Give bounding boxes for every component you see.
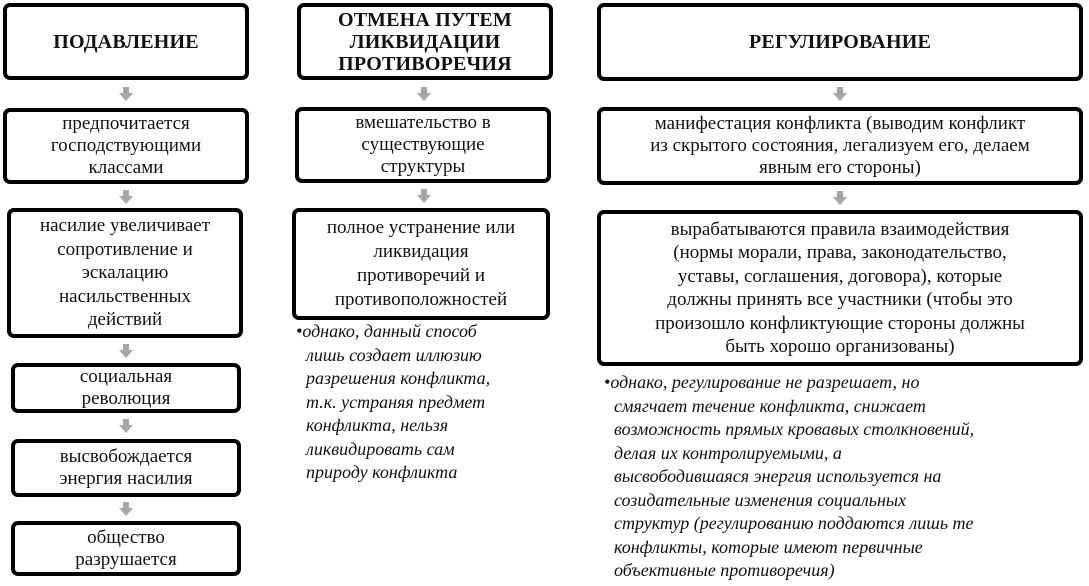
- step-text: высвобождается энергия насилия: [59, 446, 193, 489]
- step-box: [11, 521, 241, 576]
- step-box: [295, 107, 551, 183]
- arrow-down-icon: [119, 87, 133, 101]
- arrow-down-icon: [417, 189, 431, 203]
- step-text: полное устранение или ликвидация противоречий и противоположностей: [326, 217, 516, 310]
- arrow-down-icon: [119, 344, 133, 358]
- step-text: вмешательство в существующие структуры: [355, 112, 491, 177]
- arrow-down-icon: [119, 502, 133, 516]
- header-suppression: [3, 3, 249, 80]
- header-regulation: [597, 3, 1083, 81]
- arrow-down-icon: [417, 87, 431, 101]
- step-text: насилие увеличивает сопротивление и эскалацию насильственных действий: [39, 215, 211, 331]
- note-regulation: •однако, регулирование не разрешает, но смягчает течение конфликта, снижает возможность прямых кровавых столкновений, делая их контролируемыми, а высвободившаяся энергия используется на созидательные изменения социальных структур (регулированию поддаются лишь те конфликты, которые имеют первичные объективные противоречия): [604, 372, 975, 580]
- arrow-down-icon: [833, 87, 847, 101]
- step-box: [292, 208, 550, 320]
- arrow-down-icon: [833, 191, 847, 205]
- step-box: [597, 107, 1083, 185]
- step-box: [11, 363, 241, 413]
- step-box: [597, 210, 1083, 366]
- step-box: [11, 439, 241, 497]
- header-text: ОТМЕНА ПУТЕМ ЛИКВИДАЦИИ ПРОТИВОРЕЧИЯ: [337, 8, 513, 75]
- header-text: РЕГУЛИРОВАНИЕ: [748, 31, 931, 53]
- step-box: [7, 208, 243, 338]
- note-elimination: •однако, данный способ лишь создает иллюзию разрешения конфликта, т.к. устраняя предмет конфликта, нельзя ликвидировать сам природу конфликта: [296, 321, 491, 482]
- step-text: вырабатываются правила взаимодействия (нормы морали, права, законодательство, уставы, соглашения, договора), которые должны принять все участники (чтобы это произошло конфликтующие стороны должны быть хорошо организованы): [655, 218, 1025, 357]
- arrow-down-icon: [119, 419, 133, 433]
- step-text: предпочитается господствующими классами: [50, 113, 202, 178]
- step-text: общество разрушается: [75, 526, 177, 570]
- header-text: ПОДАВЛЕНИЕ: [53, 30, 199, 53]
- header-elimination: [297, 3, 553, 80]
- arrow-down-icon: [119, 190, 133, 204]
- step-text: социальная революция: [79, 366, 173, 409]
- step-box: [3, 108, 249, 184]
- step-text: манифестация конфликта (выводим конфликт из скрытого состояния, легализуем его, делаем явным его стороны): [650, 113, 1030, 178]
